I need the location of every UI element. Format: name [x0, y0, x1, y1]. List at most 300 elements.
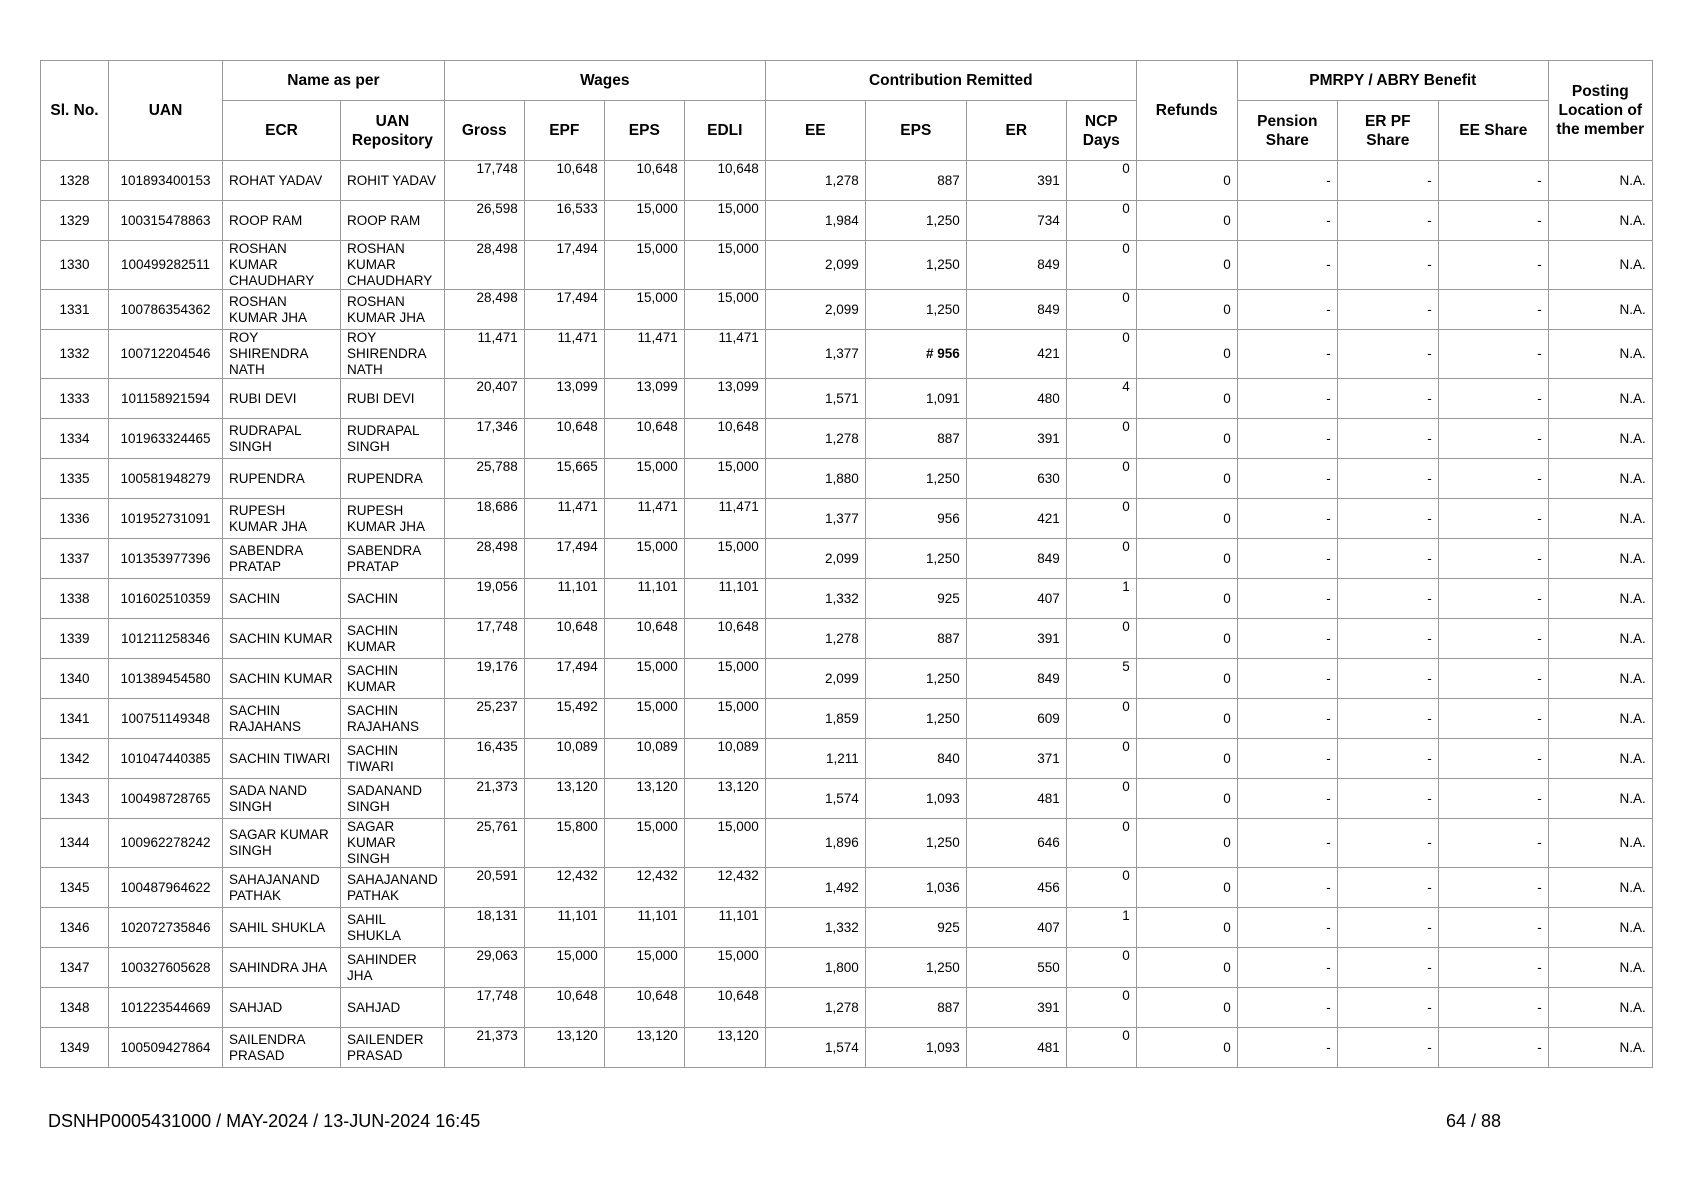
- cell-gross: 18,131: [444, 908, 524, 948]
- cell-gross: 17,748: [444, 619, 524, 659]
- cell-posting-location: N.A.: [1548, 868, 1652, 908]
- cell-epf: 16,533: [524, 201, 604, 241]
- table-row: [41, 908, 1653, 948]
- header-sl-no: Sl. No.: [41, 61, 109, 161]
- cell-er-pf-share: -: [1337, 459, 1438, 499]
- cell-name-uan-repository: ROY SHIRENDRA NATH: [341, 330, 445, 379]
- cell-posting-location: N.A.: [1548, 419, 1652, 459]
- cell-er-pf-share: -: [1337, 539, 1438, 579]
- cell-sl-no: 1329: [41, 201, 109, 241]
- cell-ee-share: -: [1438, 988, 1548, 1028]
- cell-edli: 13,120: [684, 779, 765, 819]
- cell-ee-share: -: [1438, 161, 1548, 201]
- cell-eps-contribution: 887: [865, 619, 966, 659]
- cell-sl-no: 1338: [41, 579, 109, 619]
- cell-name-ecr: ROSHAN KUMAR CHAUDHARY: [223, 241, 341, 290]
- cell-uan: 101211258346: [109, 619, 223, 659]
- cell-name-uan-repository: RUPENDRA: [341, 459, 445, 499]
- cell-ee: 2,099: [765, 241, 865, 290]
- cell-uan: 101893400153: [109, 161, 223, 201]
- cell-er: 480: [966, 379, 1066, 419]
- cell-ee-share: -: [1438, 819, 1548, 868]
- cell-sl-no: 1345: [41, 868, 109, 908]
- table-row: [41, 948, 1653, 988]
- header-er: ER: [966, 101, 1066, 161]
- cell-name-uan-repository: SAILENDER PRASAD: [341, 1028, 445, 1068]
- cell-ee: 1,800: [765, 948, 865, 988]
- cell-refunds: 0: [1136, 619, 1237, 659]
- table-row: [41, 619, 1653, 659]
- cell-gross: 28,498: [444, 539, 524, 579]
- cell-eps: 15,000: [604, 241, 684, 290]
- document-reference: DSNHP0005431000 / MAY-2024 / 13-JUN-2024 16:45: [48, 1111, 481, 1131]
- cell-ncp-days: 0: [1066, 161, 1136, 201]
- contribution-report-table: [40, 60, 1653, 1068]
- cell-ee-share: -: [1438, 330, 1548, 379]
- table-row: [41, 161, 1653, 201]
- cell-ncp-days: 0: [1066, 699, 1136, 739]
- cell-name-uan-repository: ROSHAN KUMAR JHA: [341, 290, 445, 330]
- cell-er-pf-share: -: [1337, 779, 1438, 819]
- table-row: [41, 330, 1653, 379]
- cell-posting-location: N.A.: [1548, 948, 1652, 988]
- cell-er: 391: [966, 161, 1066, 201]
- cell-er-pf-share: -: [1337, 379, 1438, 419]
- cell-er: 391: [966, 619, 1066, 659]
- cell-uan: 101047440385: [109, 739, 223, 779]
- cell-edli: 12,432: [684, 868, 765, 908]
- cell-posting-location: N.A.: [1548, 379, 1652, 419]
- cell-ee: 2,099: [765, 659, 865, 699]
- header-ee-share: EE Share: [1438, 101, 1548, 161]
- cell-ee: 1,377: [765, 330, 865, 379]
- cell-ee-share: -: [1438, 619, 1548, 659]
- cell-pension-share: -: [1237, 699, 1337, 739]
- header-contribution-remitted: Contribution Remitted: [765, 61, 1136, 101]
- cell-er: 646: [966, 819, 1066, 868]
- cell-name-ecr: SAHJAD: [223, 988, 341, 1028]
- cell-posting-location: N.A.: [1548, 699, 1652, 739]
- page-number: 64 / 88: [1446, 1111, 1502, 1131]
- cell-ncp-days: 0: [1066, 539, 1136, 579]
- cell-eps-contribution: 956: [865, 499, 966, 539]
- cell-name-uan-repository: SAHAJANAND PATHAK: [341, 868, 445, 908]
- cell-posting-location: N.A.: [1548, 779, 1652, 819]
- cell-er: 734: [966, 201, 1066, 241]
- cell-er-pf-share: -: [1337, 419, 1438, 459]
- cell-name-uan-repository: SACHIN RAJAHANS: [341, 699, 445, 739]
- cell-refunds: 0: [1136, 290, 1237, 330]
- cell-epf: 15,665: [524, 459, 604, 499]
- cell-epf: 11,471: [524, 499, 604, 539]
- cell-sl-no: 1341: [41, 699, 109, 739]
- cell-edli: 15,000: [684, 241, 765, 290]
- cell-er: 609: [966, 699, 1066, 739]
- cell-edli: 15,000: [684, 819, 765, 868]
- header-pmrpy-abry: PMRPY / ABRY Benefit: [1237, 61, 1548, 101]
- table-row: [41, 459, 1653, 499]
- cell-name-ecr: ROHAT YADAV: [223, 161, 341, 201]
- cell-uan: 100498728765: [109, 779, 223, 819]
- cell-gross: 18,686: [444, 499, 524, 539]
- cell-ncp-days: 0: [1066, 1028, 1136, 1068]
- cell-edli: 11,101: [684, 579, 765, 619]
- table-row: [41, 499, 1653, 539]
- cell-ee-share: -: [1438, 290, 1548, 330]
- cell-ee-share: -: [1438, 739, 1548, 779]
- cell-uan: 100751149348: [109, 699, 223, 739]
- cell-pension-share: -: [1237, 1028, 1337, 1068]
- cell-sl-no: 1330: [41, 241, 109, 290]
- cell-eps-contribution: 925: [865, 908, 966, 948]
- table-row: [41, 739, 1653, 779]
- cell-gross: 20,407: [444, 379, 524, 419]
- cell-eps-contribution: 1,250: [865, 241, 966, 290]
- cell-sl-no: 1344: [41, 819, 109, 868]
- cell-eps: 11,471: [604, 330, 684, 379]
- cell-sl-no: 1336: [41, 499, 109, 539]
- cell-sl-no: 1349: [41, 1028, 109, 1068]
- cell-epf: 17,494: [524, 241, 604, 290]
- cell-gross: 26,598: [444, 201, 524, 241]
- cell-ee: 1,574: [765, 1028, 865, 1068]
- cell-uan: 100499282511: [109, 241, 223, 290]
- cell-er-pf-share: -: [1337, 699, 1438, 739]
- cell-pension-share: -: [1237, 379, 1337, 419]
- table-row: [41, 699, 1653, 739]
- cell-er-pf-share: -: [1337, 948, 1438, 988]
- cell-gross: 28,498: [444, 290, 524, 330]
- cell-name-ecr: SABENDRA PRATAP: [223, 539, 341, 579]
- cell-posting-location: N.A.: [1548, 539, 1652, 579]
- cell-uan: 100487964622: [109, 868, 223, 908]
- cell-gross: 20,591: [444, 868, 524, 908]
- cell-er: 481: [966, 1028, 1066, 1068]
- cell-edli: 13,120: [684, 1028, 765, 1068]
- cell-pension-share: -: [1237, 908, 1337, 948]
- cell-ee-share: -: [1438, 659, 1548, 699]
- cell-gross: 25,237: [444, 699, 524, 739]
- cell-sl-no: 1331: [41, 290, 109, 330]
- cell-eps: 15,000: [604, 699, 684, 739]
- cell-ee-share: -: [1438, 419, 1548, 459]
- cell-eps-contribution: 1,250: [865, 699, 966, 739]
- cell-ncp-days: 1: [1066, 579, 1136, 619]
- cell-posting-location: N.A.: [1548, 241, 1652, 290]
- cell-ee: 2,099: [765, 539, 865, 579]
- header-refunds: Refunds: [1136, 61, 1237, 161]
- header-uan-repository: UAN Repository: [341, 101, 445, 161]
- cell-ee: 1,332: [765, 579, 865, 619]
- cell-name-ecr: SAGAR KUMAR SINGH: [223, 819, 341, 868]
- cell-name-ecr: SAHIL SHUKLA: [223, 908, 341, 948]
- cell-edli: 15,000: [684, 699, 765, 739]
- cell-sl-no: 1339: [41, 619, 109, 659]
- cell-ee-share: -: [1438, 868, 1548, 908]
- cell-er: 550: [966, 948, 1066, 988]
- cell-eps: 10,089: [604, 739, 684, 779]
- cell-eps-contribution: 1,250: [865, 948, 966, 988]
- cell-er: 421: [966, 330, 1066, 379]
- cell-edli: 13,099: [684, 379, 765, 419]
- cell-posting-location: N.A.: [1548, 290, 1652, 330]
- cell-er-pf-share: -: [1337, 201, 1438, 241]
- header-wages: Wages: [444, 61, 765, 101]
- cell-epf: 17,494: [524, 290, 604, 330]
- header-er-pf-share: ER PF Share: [1337, 101, 1438, 161]
- cell-eps-contribution: 1,250: [865, 539, 966, 579]
- cell-er: 849: [966, 290, 1066, 330]
- cell-ee: 1,574: [765, 779, 865, 819]
- cell-pension-share: -: [1237, 579, 1337, 619]
- cell-ee: 1,332: [765, 908, 865, 948]
- cell-eps: 10,648: [604, 988, 684, 1028]
- cell-name-uan-repository: SAGAR KUMAR SINGH: [341, 819, 445, 868]
- table-row: [41, 241, 1653, 290]
- cell-name-ecr: SAHAJANAND PATHAK: [223, 868, 341, 908]
- cell-pension-share: -: [1237, 779, 1337, 819]
- cell-name-uan-repository: SAHINDER JHA: [341, 948, 445, 988]
- cell-ee: 1,492: [765, 868, 865, 908]
- cell-ee: 1,211: [765, 739, 865, 779]
- cell-pension-share: -: [1237, 330, 1337, 379]
- cell-eps-contribution: 840: [865, 739, 966, 779]
- cell-er: 481: [966, 779, 1066, 819]
- cell-refunds: 0: [1136, 579, 1237, 619]
- cell-epf: 12,432: [524, 868, 604, 908]
- cell-refunds: 0: [1136, 868, 1237, 908]
- cell-refunds: 0: [1136, 539, 1237, 579]
- cell-refunds: 0: [1136, 819, 1237, 868]
- cell-ee: 1,984: [765, 201, 865, 241]
- cell-epf: 11,101: [524, 579, 604, 619]
- cell-er-pf-share: -: [1337, 290, 1438, 330]
- cell-posting-location: N.A.: [1548, 819, 1652, 868]
- cell-name-ecr: ROY SHIRENDRA NATH: [223, 330, 341, 379]
- cell-gross: 16,435: [444, 739, 524, 779]
- cell-edli: 15,000: [684, 539, 765, 579]
- cell-ee: 1,571: [765, 379, 865, 419]
- cell-name-ecr: SAILENDRA PRASAD: [223, 1028, 341, 1068]
- cell-posting-location: N.A.: [1548, 988, 1652, 1028]
- header-eps: EPS: [604, 101, 684, 161]
- cell-uan: 101952731091: [109, 499, 223, 539]
- cell-edli: 10,648: [684, 161, 765, 201]
- cell-pension-share: -: [1237, 619, 1337, 659]
- cell-ee: 1,278: [765, 419, 865, 459]
- cell-er: 849: [966, 241, 1066, 290]
- cell-refunds: 0: [1136, 988, 1237, 1028]
- cell-eps: 15,000: [604, 539, 684, 579]
- cell-ee-share: -: [1438, 779, 1548, 819]
- cell-refunds: 0: [1136, 241, 1237, 290]
- table-row: [41, 988, 1653, 1028]
- cell-eps: 13,099: [604, 379, 684, 419]
- cell-gross: 21,373: [444, 1028, 524, 1068]
- cell-refunds: 0: [1136, 499, 1237, 539]
- cell-ee-share: -: [1438, 539, 1548, 579]
- cell-sl-no: 1334: [41, 419, 109, 459]
- cell-ee-share: -: [1438, 241, 1548, 290]
- cell-pension-share: -: [1237, 659, 1337, 699]
- table-row: [41, 290, 1653, 330]
- cell-ncp-days: 0: [1066, 499, 1136, 539]
- cell-ee-share: -: [1438, 908, 1548, 948]
- cell-uan: 101223544669: [109, 988, 223, 1028]
- cell-refunds: 0: [1136, 699, 1237, 739]
- cell-name-uan-repository: SACHIN KUMAR: [341, 619, 445, 659]
- cell-edli: 11,471: [684, 330, 765, 379]
- cell-ee-share: -: [1438, 948, 1548, 988]
- table-row: [41, 579, 1653, 619]
- cell-gross: 17,748: [444, 161, 524, 201]
- cell-eps-contribution: 1,091: [865, 379, 966, 419]
- cell-uan: 100962278242: [109, 819, 223, 868]
- cell-epf: 17,494: [524, 659, 604, 699]
- cell-pension-share: -: [1237, 499, 1337, 539]
- cell-refunds: 0: [1136, 419, 1237, 459]
- cell-name-uan-repository: SAHIL SHUKLA: [341, 908, 445, 948]
- cell-eps: 15,000: [604, 659, 684, 699]
- cell-uan: 101963324465: [109, 419, 223, 459]
- cell-ncp-days: 0: [1066, 241, 1136, 290]
- cell-epf: 10,648: [524, 619, 604, 659]
- cell-refunds: 0: [1136, 201, 1237, 241]
- cell-pension-share: -: [1237, 948, 1337, 988]
- header-gross: Gross: [444, 101, 524, 161]
- cell-eps-contribution: 1,250: [865, 659, 966, 699]
- cell-posting-location: N.A.: [1548, 619, 1652, 659]
- cell-refunds: 0: [1136, 161, 1237, 201]
- cell-name-uan-repository: SADANAND SINGH: [341, 779, 445, 819]
- cell-gross: 19,176: [444, 659, 524, 699]
- cell-name-uan-repository: ROHIT YADAV: [341, 161, 445, 201]
- cell-sl-no: 1335: [41, 459, 109, 499]
- cell-sl-no: 1346: [41, 908, 109, 948]
- cell-sl-no: 1348: [41, 988, 109, 1028]
- cell-er-pf-share: -: [1337, 908, 1438, 948]
- cell-er-pf-share: -: [1337, 330, 1438, 379]
- cell-eps-contribution: # 956: [865, 330, 966, 379]
- cell-epf: 11,101: [524, 908, 604, 948]
- cell-ee-share: -: [1438, 499, 1548, 539]
- cell-er-pf-share: -: [1337, 499, 1438, 539]
- cell-refunds: 0: [1136, 459, 1237, 499]
- cell-pension-share: -: [1237, 459, 1337, 499]
- cell-pension-share: -: [1237, 819, 1337, 868]
- cell-edli: 15,000: [684, 948, 765, 988]
- cell-name-ecr: SAHINDRA JHA: [223, 948, 341, 988]
- cell-er-pf-share: -: [1337, 579, 1438, 619]
- cell-sl-no: 1343: [41, 779, 109, 819]
- cell-refunds: 0: [1136, 379, 1237, 419]
- cell-uan: 101602510359: [109, 579, 223, 619]
- cell-posting-location: N.A.: [1548, 499, 1652, 539]
- cell-eps: 15,000: [604, 290, 684, 330]
- cell-ee-share: -: [1438, 459, 1548, 499]
- cell-name-ecr: ROSHAN KUMAR JHA: [223, 290, 341, 330]
- table-row: [41, 868, 1653, 908]
- table-body: [41, 161, 1653, 1068]
- table-row: [41, 201, 1653, 241]
- cell-ncp-days: 0: [1066, 419, 1136, 459]
- cell-epf: 15,000: [524, 948, 604, 988]
- cell-name-uan-repository: SABENDRA PRATAP: [341, 539, 445, 579]
- header-ee: EE: [765, 101, 865, 161]
- cell-eps-contribution: 1,036: [865, 868, 966, 908]
- cell-pension-share: -: [1237, 868, 1337, 908]
- cell-ee-share: -: [1438, 379, 1548, 419]
- cell-name-uan-repository: ROSHAN KUMAR CHAUDHARY: [341, 241, 445, 290]
- cell-ee: 1,278: [765, 988, 865, 1028]
- cell-ee: 1,859: [765, 699, 865, 739]
- cell-ncp-days: 0: [1066, 779, 1136, 819]
- cell-epf: 10,648: [524, 419, 604, 459]
- cell-eps-contribution: 887: [865, 419, 966, 459]
- cell-name-uan-repository: SAHJAD: [341, 988, 445, 1028]
- header-name-as-per: Name as per: [223, 61, 445, 101]
- cell-name-ecr: SACHIN KUMAR: [223, 659, 341, 699]
- cell-er-pf-share: -: [1337, 1028, 1438, 1068]
- cell-ee: 1,278: [765, 619, 865, 659]
- cell-name-ecr: SACHIN TIWARI: [223, 739, 341, 779]
- cell-name-ecr: RUBI DEVI: [223, 379, 341, 419]
- cell-eps: 10,648: [604, 619, 684, 659]
- cell-eps-contribution: 1,250: [865, 290, 966, 330]
- cell-refunds: 0: [1136, 948, 1237, 988]
- cell-edli: 11,471: [684, 499, 765, 539]
- cell-gross: 17,748: [444, 988, 524, 1028]
- cell-epf: 13,120: [524, 779, 604, 819]
- header-uan: UAN: [109, 61, 223, 161]
- cell-name-ecr: SACHIN RAJAHANS: [223, 699, 341, 739]
- cell-pension-share: -: [1237, 241, 1337, 290]
- cell-ncp-days: 0: [1066, 948, 1136, 988]
- cell-ncp-days: 0: [1066, 201, 1136, 241]
- cell-edli: 11,101: [684, 908, 765, 948]
- cell-ee-share: -: [1438, 699, 1548, 739]
- cell-refunds: 0: [1136, 779, 1237, 819]
- cell-ee-share: -: [1438, 201, 1548, 241]
- table-row: [41, 659, 1653, 699]
- cell-pension-share: -: [1237, 201, 1337, 241]
- cell-ncp-days: 0: [1066, 739, 1136, 779]
- cell-ncp-days: 5: [1066, 659, 1136, 699]
- cell-name-ecr: SACHIN: [223, 579, 341, 619]
- cell-name-uan-repository: RUBI DEVI: [341, 379, 445, 419]
- cell-posting-location: N.A.: [1548, 579, 1652, 619]
- cell-name-uan-repository: SACHIN TIWARI: [341, 739, 445, 779]
- cell-name-uan-repository: RUPESH KUMAR JHA: [341, 499, 445, 539]
- cell-sl-no: 1328: [41, 161, 109, 201]
- cell-posting-location: N.A.: [1548, 459, 1652, 499]
- cell-eps-contribution: 1,250: [865, 201, 966, 241]
- cell-sl-no: 1342: [41, 739, 109, 779]
- cell-er-pf-share: -: [1337, 988, 1438, 1028]
- cell-sl-no: 1333: [41, 379, 109, 419]
- table-row: [41, 539, 1653, 579]
- cell-er: 456: [966, 868, 1066, 908]
- cell-sl-no: 1347: [41, 948, 109, 988]
- cell-uan: 100509427864: [109, 1028, 223, 1068]
- cell-edli: 15,000: [684, 459, 765, 499]
- cell-gross: 19,056: [444, 579, 524, 619]
- cell-epf: 13,120: [524, 1028, 604, 1068]
- cell-pension-share: -: [1237, 419, 1337, 459]
- cell-epf: 15,492: [524, 699, 604, 739]
- cell-sl-no: 1340: [41, 659, 109, 699]
- cell-eps: 15,000: [604, 201, 684, 241]
